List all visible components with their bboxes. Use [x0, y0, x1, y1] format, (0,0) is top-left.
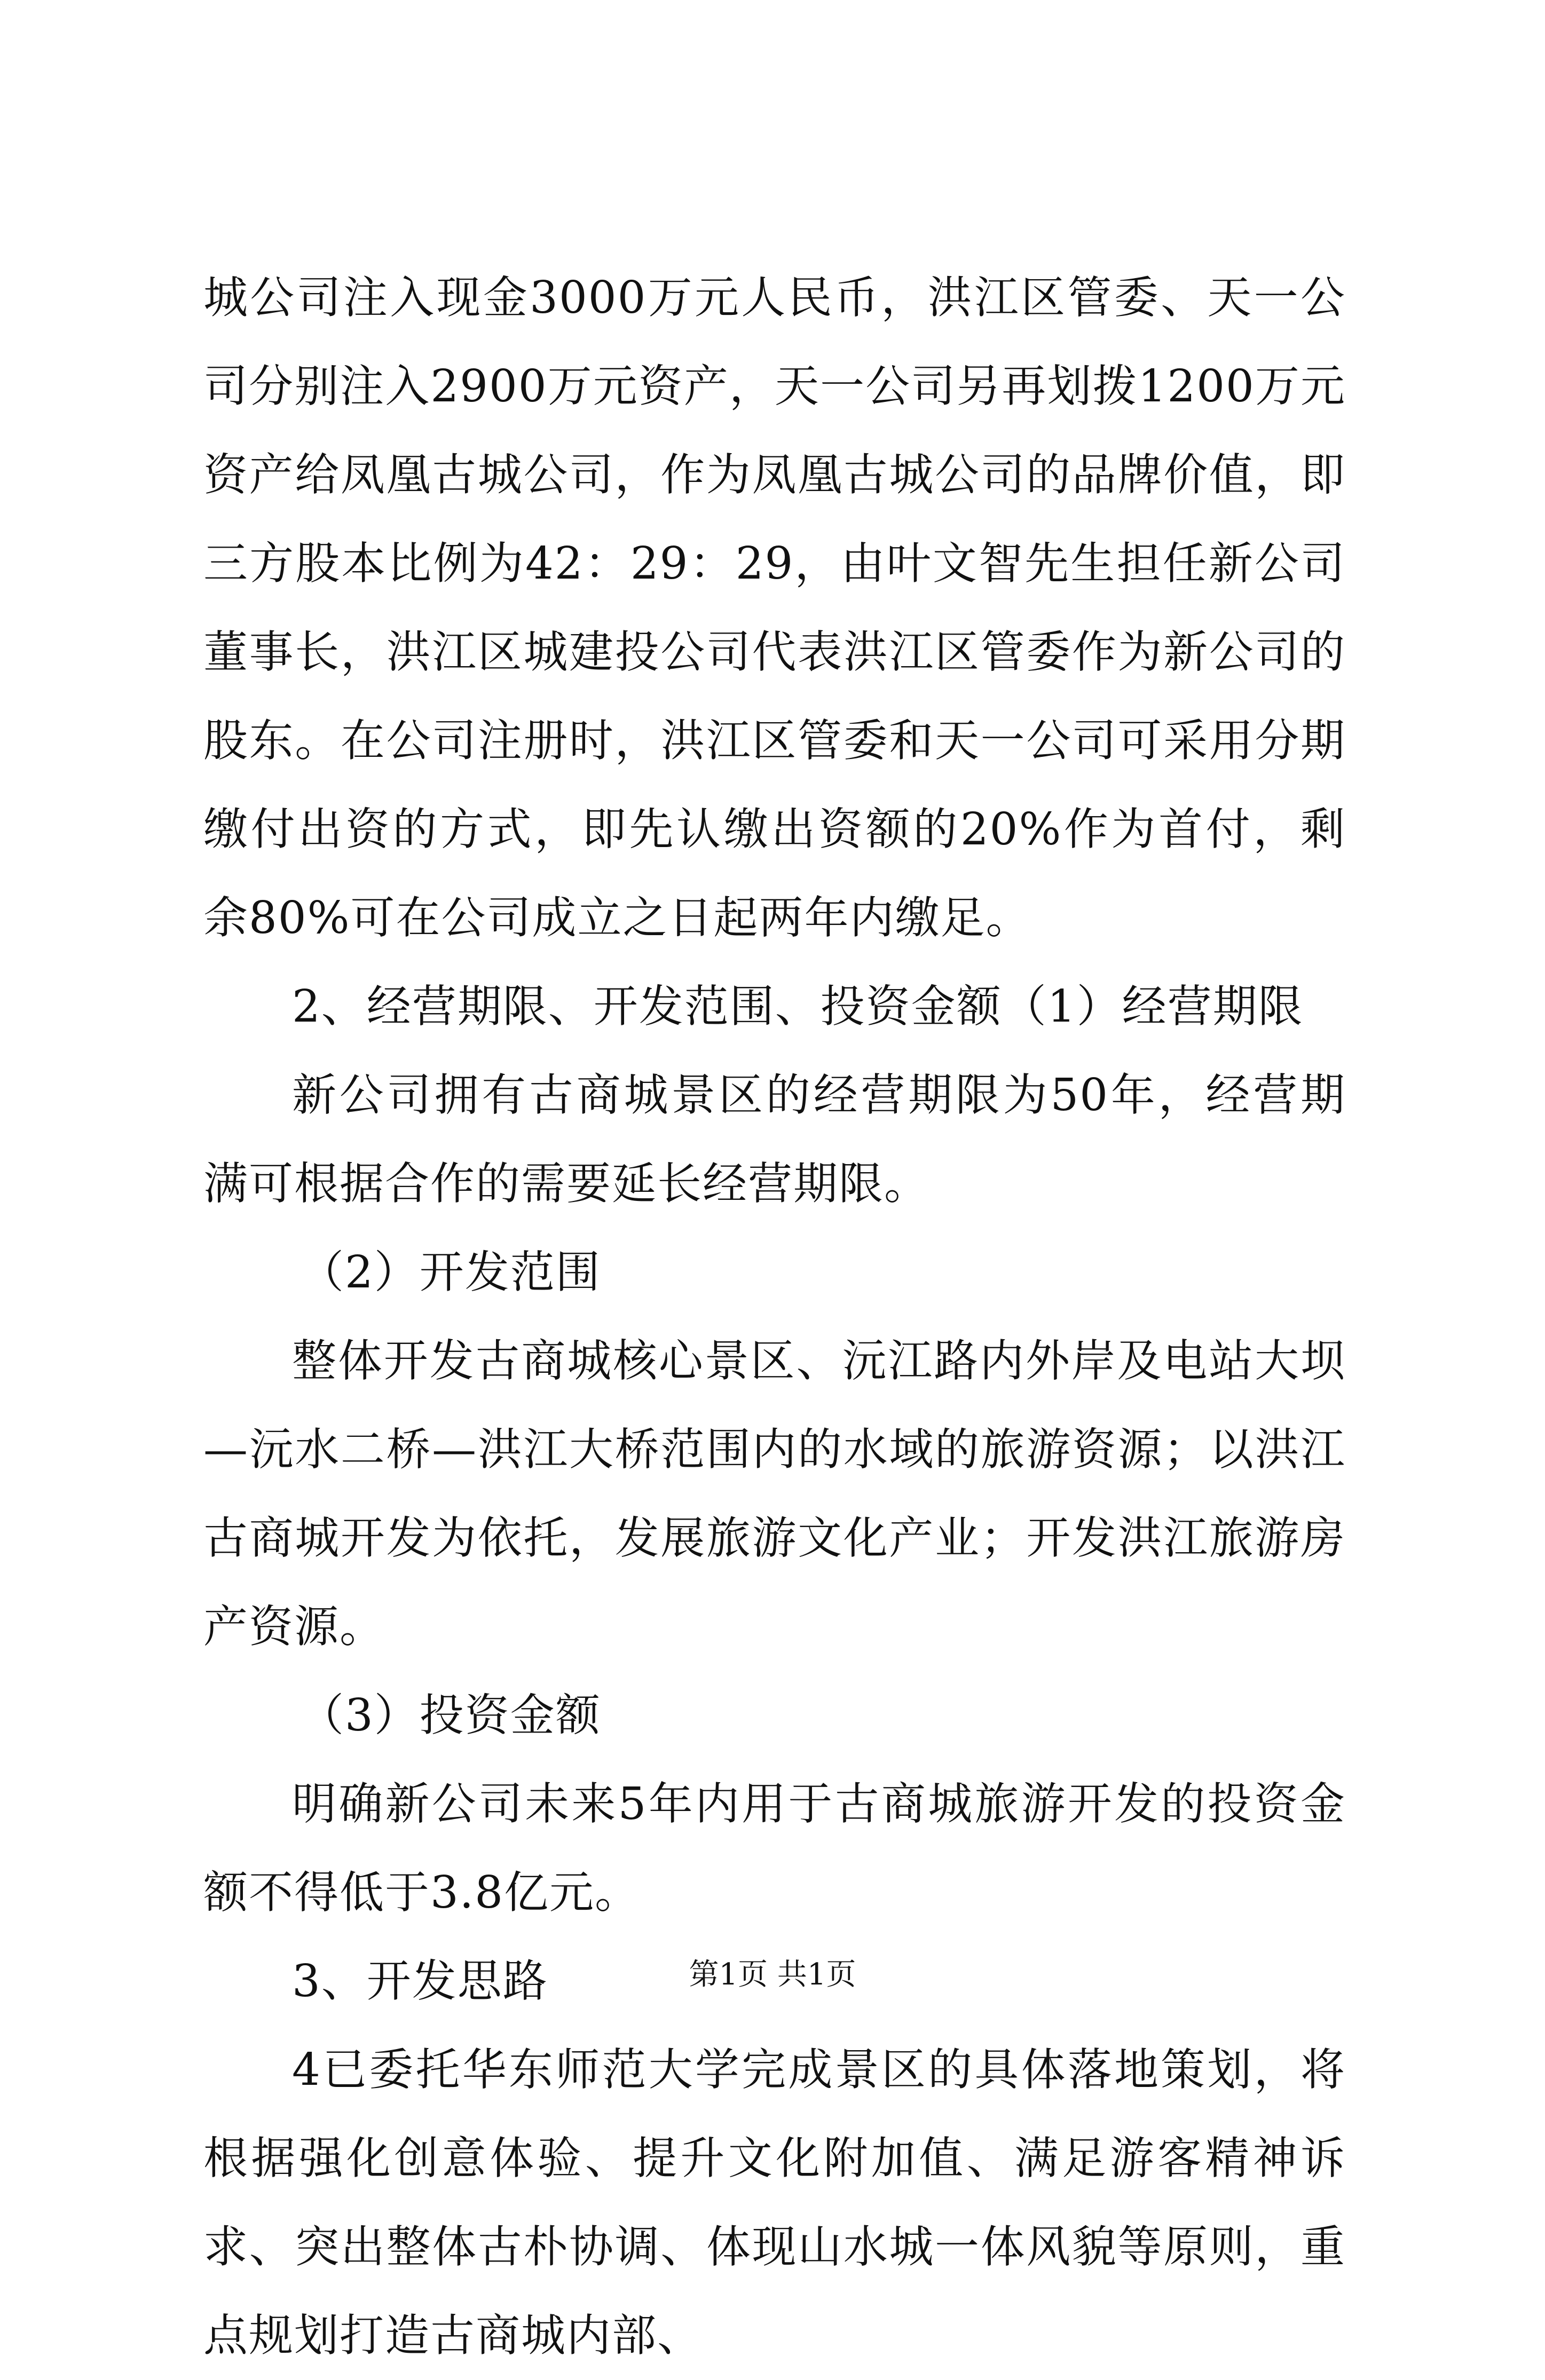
document-body [203, 254, 1346, 2380]
paragraph-investment-amount: 明确新公司未来5年内用于古商城旅游开发的投资金额不得低于3.8亿元。 [203, 1778, 1346, 1918]
page-footer [0, 1954, 1545, 1996]
paragraph-continuation: 城公司注入现金3000万元人民币，洪江区管委、天一公司分别注入2900万元资产，天一公司另再划拨1200万元资产给凤凰古城公司，作为凤凰古城公司的品牌价值，即三方股本比例为42：29：29，由叶文智先生担任新公司董事长，洪江区城建投公司代表洪江区管委作为新公司的股东。在公司注册时，洪江区管委和天一公司可采用分期缴付出资的方式，即先认缴出资额的20%作为首付，剩余80%可在公司成立之日起两年内缴足。 [203, 272, 1346, 944]
heading-section-3: 3、开发思路 [292, 1955, 548, 2007]
subheading-investment-amount: （3）投资金额 [299, 1689, 601, 1741]
page-number-label: 第1页 共1页 [689, 1957, 856, 1992]
paragraph-development-scope: 整体开发古商城核心景区、沅江路内外岸及电站大坝—沅水二桥—洪江大桥范围内的水域的旅游资源；以洪江古商城开发为依托，发展旅游文化产业；开发洪江旅游房产资源。 [203, 1335, 1346, 1652]
heading-section-2: 2、经营期限、开发范围、投资金额（1）经营期限 [292, 981, 1304, 1032]
paragraph-operating-period: 新公司拥有古商城景区的经营期限为50年，经营期满可根据合作的需要延长经营期限。 [203, 1069, 1346, 1209]
paragraph-development-ideas: 4已委托华东师范大学完成景区的具体落地策划，将根据强化创意体验、提升文化附加值、满足游客精神诉求、突出整体古朴协调、体现山水城一体风貌等原则，重点规划打造古商城内部、 [203, 2044, 1346, 2361]
subheading-development-scope: （2）开发范围 [299, 1246, 601, 1298]
